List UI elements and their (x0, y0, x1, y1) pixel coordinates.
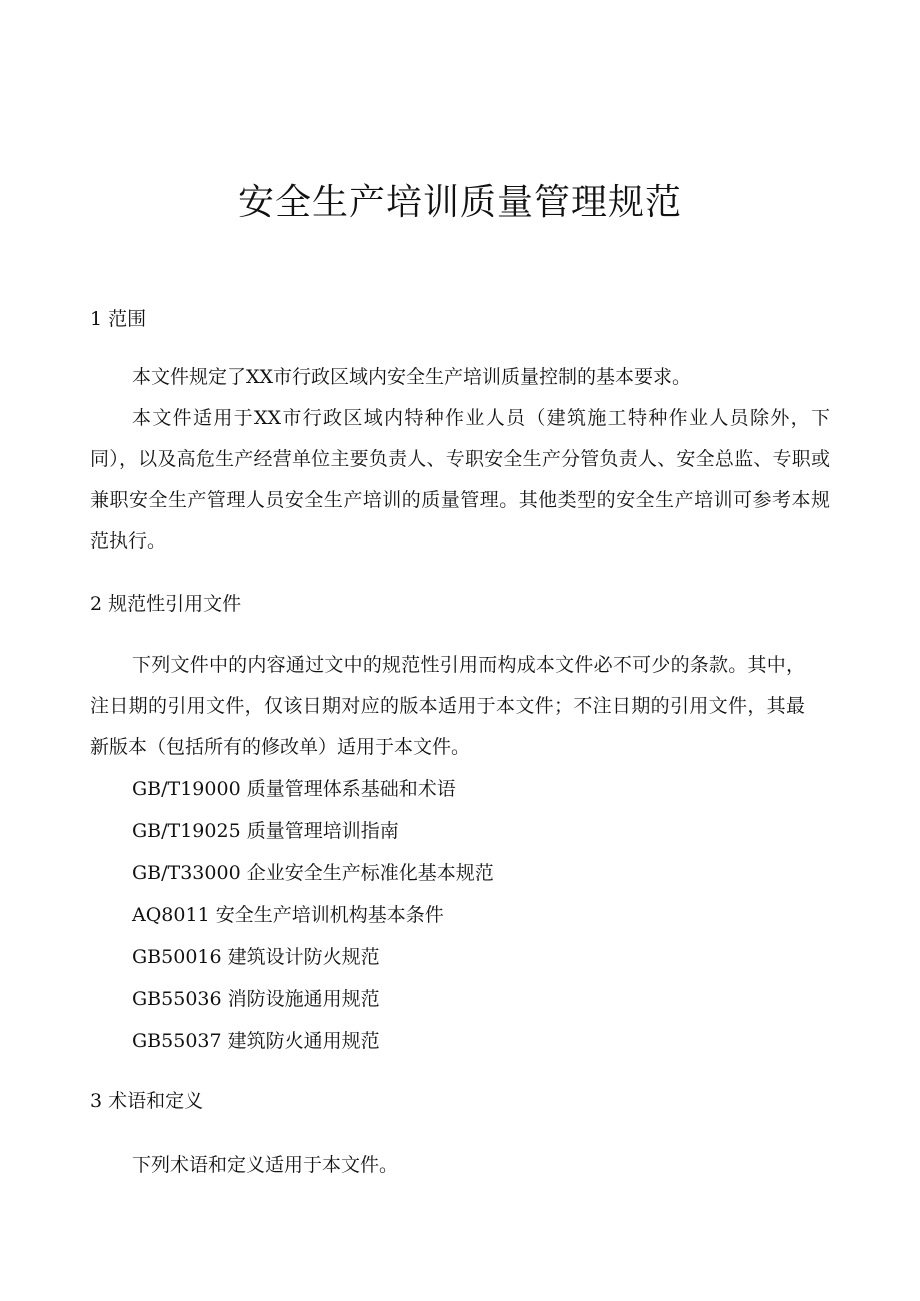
reference-item: GB55037 建筑防火通用规范 (132, 1030, 380, 1052)
section-2-intro-paragraph: 下列文件中的内容通过文中的规范性引用而构成本文件必不可少的条款。其中，注日期的引用文件，仅该日期对应的版本适用于本文件；不注日期的引用文件，其最新版本（包括所有的修改单）适用于本文件。 (90, 654, 805, 758)
section-1-paragraph-1: 本文件规定了XX市行政区域内安全生产培训质量控制的基本要求。 (132, 366, 692, 388)
reference-item: GB55036 消防设施通用规范 (132, 988, 380, 1010)
reference-item: GB/T19025 质量管理培训指南 (132, 820, 399, 842)
reference-item: GB/T33000 企业安全生产标准化基本规范 (132, 862, 494, 884)
section-3-intro-paragraph: 下列术语和定义适用于本文件。 (132, 1154, 399, 1176)
reference-item: GB/T19000 质量管理体系基础和术语 (132, 778, 456, 800)
section-2-heading: 2 规范性引用文件 (90, 593, 242, 615)
document-title: 安全生产培训质量管理规范 (237, 182, 682, 223)
section-3-heading: 3 术语和定义 (90, 1090, 204, 1112)
reference-item: AQ8011 安全生产培训机构基本条件 (132, 904, 444, 926)
section-1-heading: 1 范围 (90, 308, 147, 330)
section-1-paragraph-2: 本文件适用于XX市行政区域内特种作业人员（建筑施工特种作业人员除外，下同），以及高危生产经营单位主要负责人、专职安全生产分管负责人、安全总监、专职或兼职安全生产管理人员安全生产培训的质量管理。其他类型的安全生产培训可参考本规范执行。 (90, 407, 830, 552)
reference-item: GB50016 建筑设计防火规范 (132, 946, 380, 968)
